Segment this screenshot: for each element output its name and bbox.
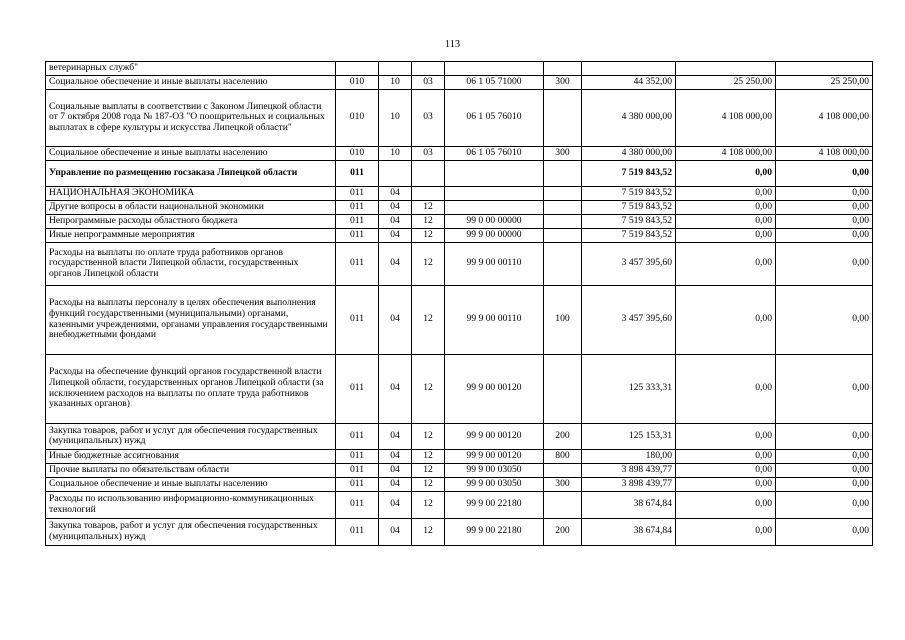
amount-following-cell	[776, 62, 873, 76]
table-row	[46, 228, 873, 242]
target-article-cell: 99 9 00 22180	[445, 518, 544, 545]
target-article-cell	[445, 186, 544, 200]
ministry-code-cell: 011	[336, 228, 379, 242]
target-article-cell: 99 9 00 00120	[445, 354, 544, 423]
ministry-code-cell: 011	[336, 477, 379, 491]
amount-following-cell: 0,00	[776, 423, 873, 449]
section-code-cell	[379, 62, 412, 76]
ministry-code-cell: 011	[336, 518, 379, 545]
subsection-code-cell: 12	[412, 463, 445, 477]
ministry-code-cell	[336, 62, 379, 76]
subsection-code-cell	[412, 186, 445, 200]
ministry-code-cell: 010	[336, 75, 379, 89]
section-code-cell: 04	[379, 463, 412, 477]
target-article-cell: 06 1 05 76010	[445, 89, 544, 146]
amount-next-cell: 0,00	[676, 354, 776, 423]
section-code-cell: 04	[379, 423, 412, 449]
expense-type-cell: 300	[544, 75, 582, 89]
table-body	[46, 62, 873, 546]
amount-following-cell: 0,00	[776, 214, 873, 228]
subsection-code-cell: 03	[412, 89, 445, 146]
expense-type-cell	[544, 89, 582, 146]
target-article-cell: 99 9 00 00120	[445, 423, 544, 449]
ministry-code-cell: 011	[336, 463, 379, 477]
amount-next-cell: 0,00	[676, 491, 776, 518]
row-name-cell: Социальные выплаты в соответствии с Законом Липецкой области от 7 октября 2008 года № 187-ОЗ "О поощрительных и социальных выплатах в сфере культуры и искусства Липецкой области"	[46, 89, 336, 146]
row-name-cell: Расходы на выплаты по оплате труда работников органов государственной власти Липецкой области, государственных органов Липецкой области	[46, 242, 336, 285]
section-code-cell: 04	[379, 242, 412, 285]
target-article-cell: 99 9 00 03050	[445, 463, 544, 477]
table-row	[46, 477, 873, 491]
section-code-cell: 10	[379, 146, 412, 160]
target-article-cell: 99 0 00 00000	[445, 214, 544, 228]
section-code-cell: 04	[379, 477, 412, 491]
section-code-cell: 04	[379, 228, 412, 242]
amount-following-cell: 0,00	[776, 160, 873, 186]
amount-next-cell: 0,00	[676, 285, 776, 354]
amount-following-cell: 0,00	[776, 518, 873, 545]
ministry-code-cell: 011	[336, 423, 379, 449]
row-name-cell: Непрограммные расходы областного бюджета	[46, 214, 336, 228]
amount-next-cell: 0,00	[676, 200, 776, 214]
row-name-cell: Закупка товаров, работ и услуг для обеспечения государственных (муниципальных) нужд	[46, 518, 336, 545]
row-name-cell: Социальное обеспечение и иные выплаты населению	[46, 75, 336, 89]
row-name-cell: Социальное обеспечение и иные выплаты населению	[46, 477, 336, 491]
section-code-cell: 04	[379, 214, 412, 228]
amount-next-cell: 0,00	[676, 477, 776, 491]
expense-type-cell: 200	[544, 518, 582, 545]
ministry-code-cell: 011	[336, 160, 379, 186]
amount-current-cell: 38 674,84	[582, 491, 676, 518]
amount-next-cell: 0,00	[676, 518, 776, 545]
expense-type-cell	[544, 186, 582, 200]
ministry-code-cell: 011	[336, 449, 379, 463]
amount-following-cell: 0,00	[776, 477, 873, 491]
subsection-code-cell: 03	[412, 75, 445, 89]
ministry-code-cell: 011	[336, 354, 379, 423]
amount-following-cell: 0,00	[776, 285, 873, 354]
table-row	[46, 449, 873, 463]
table-row	[46, 463, 873, 477]
row-name-cell: Другие вопросы в области национальной экономики	[46, 200, 336, 214]
amount-current-cell: 3 457 395,60	[582, 242, 676, 285]
ministry-code-cell: 011	[336, 285, 379, 354]
amount-current-cell: 7 519 843,52	[582, 214, 676, 228]
section-code-cell	[379, 160, 412, 186]
table-row	[46, 423, 873, 449]
amount-next-cell: 0,00	[676, 160, 776, 186]
amount-current-cell: 7 519 843,52	[582, 160, 676, 186]
target-article-cell: 99 9 00 00110	[445, 285, 544, 354]
target-article-cell: 99 9 00 00000	[445, 228, 544, 242]
target-article-cell	[445, 200, 544, 214]
target-article-cell	[445, 62, 544, 76]
amount-current-cell: 3 898 439,77	[582, 477, 676, 491]
target-article-cell	[445, 160, 544, 186]
subsection-code-cell: 03	[412, 146, 445, 160]
row-name-cell: Управление по размещению госзаказа Липецкой области	[46, 160, 336, 186]
amount-current-cell: 3 898 439,77	[582, 463, 676, 477]
target-article-cell: 06 1 05 76010	[445, 146, 544, 160]
ministry-code-cell: 011	[336, 491, 379, 518]
table-row	[46, 146, 873, 160]
amount-current-cell: 44 352,00	[582, 75, 676, 89]
table-row	[46, 214, 873, 228]
amount-current-cell: 125 153,31	[582, 423, 676, 449]
subsection-code-cell: 12	[412, 449, 445, 463]
subsection-code-cell: 12	[412, 214, 445, 228]
expense-type-cell	[544, 160, 582, 186]
subsection-code-cell: 12	[412, 200, 445, 214]
row-name-cell: Прочие выплаты по обязательствам области	[46, 463, 336, 477]
amount-following-cell: 0,00	[776, 491, 873, 518]
section-code-cell: 04	[379, 491, 412, 518]
table-row	[46, 89, 873, 146]
subsection-code-cell: 12	[412, 518, 445, 545]
section-code-cell: 04	[379, 285, 412, 354]
amount-following-cell: 4 108 000,00	[776, 146, 873, 160]
amount-following-cell: 0,00	[776, 186, 873, 200]
amount-next-cell: 0,00	[676, 463, 776, 477]
amount-current-cell: 7 519 843,52	[582, 228, 676, 242]
amount-next-cell: 0,00	[676, 423, 776, 449]
section-code-cell: 04	[379, 354, 412, 423]
amount-current-cell: 4 380 000,00	[582, 89, 676, 146]
subsection-code-cell: 12	[412, 477, 445, 491]
ministry-code-cell: 011	[336, 186, 379, 200]
amount-next-cell: 0,00	[676, 214, 776, 228]
expense-type-cell	[544, 62, 582, 76]
amount-current-cell: 3 457 395,60	[582, 285, 676, 354]
subsection-code-cell: 12	[412, 228, 445, 242]
expense-type-cell: 800	[544, 449, 582, 463]
expense-type-cell	[544, 242, 582, 285]
row-name-cell: Расходы по использованию информационно-коммуникационных технологий	[46, 491, 336, 518]
row-name-cell: Расходы на обеспечение функций органов государственной власти Липецкой области, государственных органов Липецкой области (за исключением расходов на выплаты по оплате труда работников указанных органов)	[46, 354, 336, 423]
expense-type-cell: 300	[544, 477, 582, 491]
expense-type-cell: 200	[544, 423, 582, 449]
expense-type-cell	[544, 491, 582, 518]
ministry-code-cell: 010	[336, 146, 379, 160]
expense-type-cell	[544, 463, 582, 477]
ministry-code-cell: 010	[336, 89, 379, 146]
section-code-cell: 04	[379, 449, 412, 463]
amount-current-cell: 7 519 843,52	[582, 186, 676, 200]
subsection-code-cell: 12	[412, 491, 445, 518]
subsection-code-cell: 12	[412, 242, 445, 285]
row-name-cell: НАЦИОНАЛЬНАЯ ЭКОНОМИКА	[46, 186, 336, 200]
subsection-code-cell: 12	[412, 354, 445, 423]
amount-following-cell: 0,00	[776, 228, 873, 242]
target-article-cell: 99 9 00 00120	[445, 449, 544, 463]
ministry-code-cell: 011	[336, 200, 379, 214]
amount-following-cell: 0,00	[776, 200, 873, 214]
table-row	[46, 75, 873, 89]
amount-current-cell: 4 380 000,00	[582, 146, 676, 160]
section-code-cell: 04	[379, 200, 412, 214]
subsection-code-cell: 12	[412, 423, 445, 449]
amount-next-cell: 25 250,00	[676, 75, 776, 89]
subsection-code-cell	[412, 62, 445, 76]
amount-following-cell: 0,00	[776, 354, 873, 423]
table-row	[46, 285, 873, 354]
amount-current-cell: 38 674,84	[582, 518, 676, 545]
section-code-cell: 04	[379, 518, 412, 545]
amount-next-cell: 0,00	[676, 186, 776, 200]
amount-current-cell: 125 333,31	[582, 354, 676, 423]
amount-following-cell: 0,00	[776, 449, 873, 463]
amount-next-cell: 4 108 000,00	[676, 146, 776, 160]
expense-type-cell	[544, 354, 582, 423]
amount-current-cell: 7 519 843,52	[582, 200, 676, 214]
amount-current-cell	[582, 62, 676, 76]
table-row	[46, 186, 873, 200]
amount-next-cell: 0,00	[676, 228, 776, 242]
row-name-cell: Иные бюджетные ассигнования	[46, 449, 336, 463]
target-article-cell: 99 9 00 22180	[445, 491, 544, 518]
expense-type-cell	[544, 200, 582, 214]
ministry-code-cell: 011	[336, 214, 379, 228]
row-name-cell: Расходы на выплаты персоналу в целях обеспечения выполнения функций государственными (муниципальными) органами, казенными учреждениями, органами управления государственными внебюджетными фондами	[46, 285, 336, 354]
expense-type-cell	[544, 228, 582, 242]
table-row	[46, 354, 873, 423]
subsection-code-cell: 12	[412, 285, 445, 354]
table-row	[46, 518, 873, 545]
amount-following-cell: 0,00	[776, 463, 873, 477]
page-number: 113	[444, 39, 461, 50]
row-name-cell: ветеринарных служб"	[46, 62, 336, 76]
section-code-cell: 10	[379, 75, 412, 89]
amount-next-cell: 4 108 000,00	[676, 89, 776, 146]
amount-next-cell	[676, 62, 776, 76]
row-name-cell: Иные непрограммные мероприятия	[46, 228, 336, 242]
row-name-cell: Социальное обеспечение и иные выплаты населению	[46, 146, 336, 160]
amount-next-cell: 0,00	[676, 449, 776, 463]
amount-following-cell: 4 108 000,00	[776, 89, 873, 146]
expense-type-cell: 100	[544, 285, 582, 354]
table-row	[46, 491, 873, 518]
table-row	[46, 62, 873, 76]
target-article-cell: 99 9 00 00110	[445, 242, 544, 285]
section-code-cell: 10	[379, 89, 412, 146]
table-row	[46, 242, 873, 285]
ministry-code-cell: 011	[336, 242, 379, 285]
amount-next-cell: 0,00	[676, 242, 776, 285]
expense-type-cell	[544, 214, 582, 228]
target-article-cell: 99 9 00 03050	[445, 477, 544, 491]
budget-table	[45, 61, 873, 546]
expense-type-cell: 300	[544, 146, 582, 160]
amount-current-cell: 180,00	[582, 449, 676, 463]
target-article-cell: 06 1 05 71000	[445, 75, 544, 89]
subsection-code-cell	[412, 160, 445, 186]
section-code-cell: 04	[379, 186, 412, 200]
amount-following-cell: 25 250,00	[776, 75, 873, 89]
table-row	[46, 160, 873, 186]
row-name-cell: Закупка товаров, работ и услуг для обеспечения государственных (муниципальных) нужд	[46, 423, 336, 449]
table-row	[46, 200, 873, 214]
amount-following-cell: 0,00	[776, 242, 873, 285]
